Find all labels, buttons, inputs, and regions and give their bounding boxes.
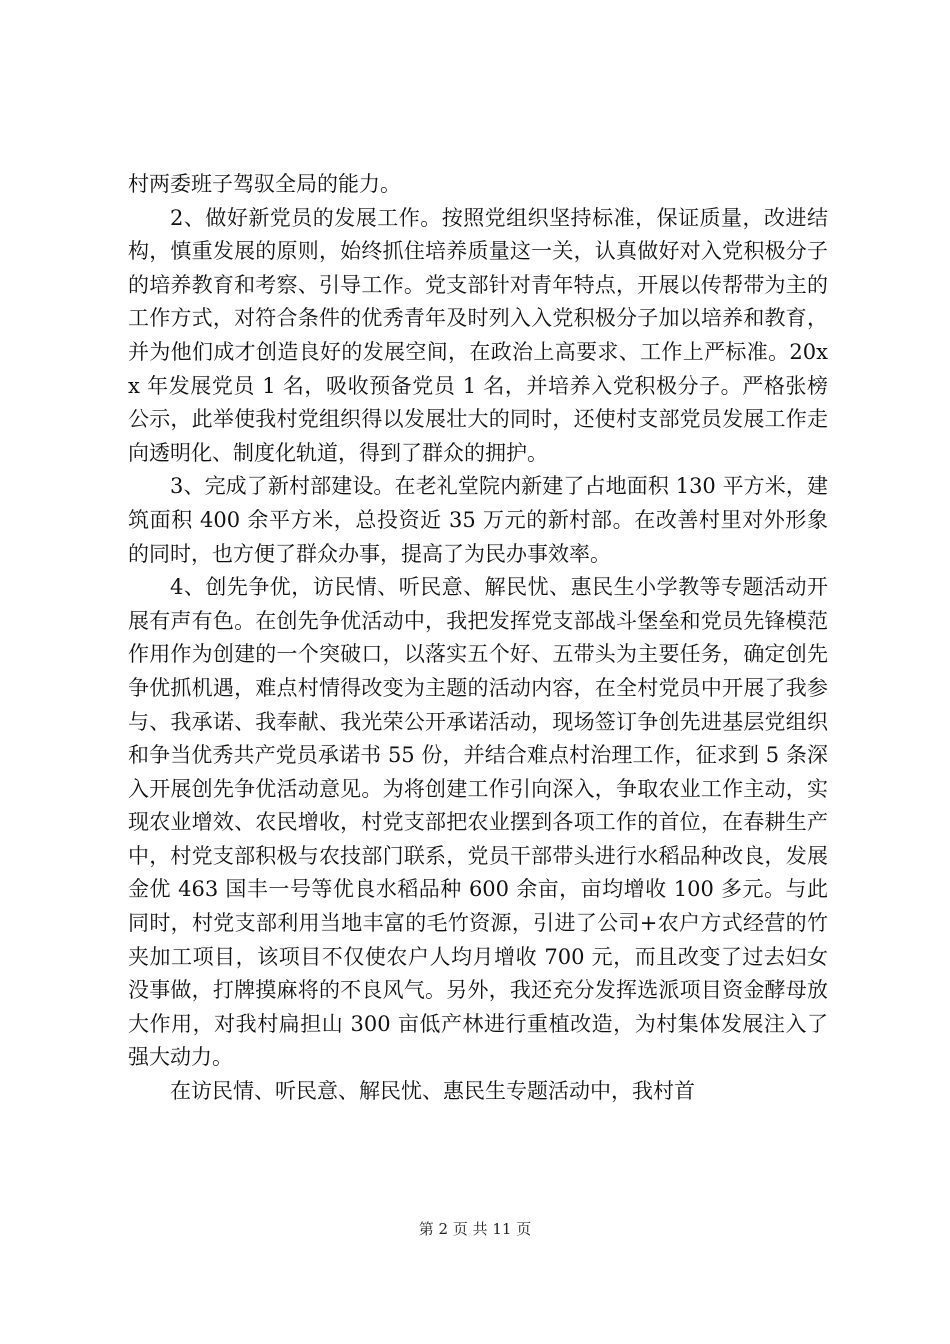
paragraph-excellence-campaign: 4、创先争优，访民情、听民意、解民忧、惠民生小学教等专题活动开展有声有色。在创先争优活动中，我把发挥党支部战斗堡垒和党员先锋模范作用作为创建的一个突破口，以落实五个好、五带头为主要任务，确定创先争优抓机遇，难点村情得改变为主题的活动内容，在全村党员中开展了我参与、我承诺、我奉献、我光荣公开承诺活动，现场签订争创先进基层党组织和争当优秀共产党员承诺书 55 份，并结合难点村治理工作，征求到 5 条深入开展创先争优活动意见。为将创建工作引向深入，争取农业工作主动，实现农业增效、农民增收，村党支部把农业摆到各项工作的首位，在春耕生产中，村党支部积极与农技部门联系，党员干部带头进行水稻品种改良，发展金优 463 国丰一号等优良水稻品种 600 余亩，亩均增收 100 多元。与此同时，村党支部利用当地丰富的毛竹资源，引进了公司+农户方式经营的竹夹加工项目，该项目不仅使农户人均月增收 700 元，而且改变了过去妇女没事做，打牌摸麻将的不良风气。另外，我还充分发挥选派项目资金酵母放大作用，对我村扁担山 300 亩低产林进行重植改造，为村集体发展注入了强大动力。: [128, 575, 828, 1070]
page-footer: 第 2 页 共 11 页: [418, 1220, 532, 1238]
paragraph-public-opinion-activity: 在访民情、听民意、解民忧、惠民生专题活动中，我村首: [170, 1079, 695, 1104]
paragraph-new-member-development: 2、做好新党员的发展工作。按照党组织坚持标准，保证质量，改进结构，慎重发展的原则，始终抓住培养质量这一关，认真做好对入党积极分子的培养教育和考察、引导工作。党支部针对青年特点，开展以传帮带为主的工作方式，对符合条件的优秀青年及时列入入党积极分子加以培养和教育，并为他们成才创造良好的发展空间，在政治上高要求、工作上严标准。20xx 年发展党员 1 名，吸收预备党员 1 名，并培养入党积极分子。严格张榜公示，此举使我村党组织得以发展壮大的同时，还使村支部党员发展工作走向透明化、制度化轨道，得到了群众的拥护。: [128, 205, 828, 465]
paragraph-village-office-construction: 3、完成了新村部建设。在老礼堂院内新建了占地面积 130 平方米，建筑面积 400 余平方米，总投资近 35 万元的新村部。在改善村里对外形象的同时，也方便了群众办事，提高了为民办事效率。: [128, 474, 828, 566]
document-body: [128, 168, 828, 1109]
paragraph-continuation: 村两委班子驾驭全局的能力。: [128, 172, 401, 196]
